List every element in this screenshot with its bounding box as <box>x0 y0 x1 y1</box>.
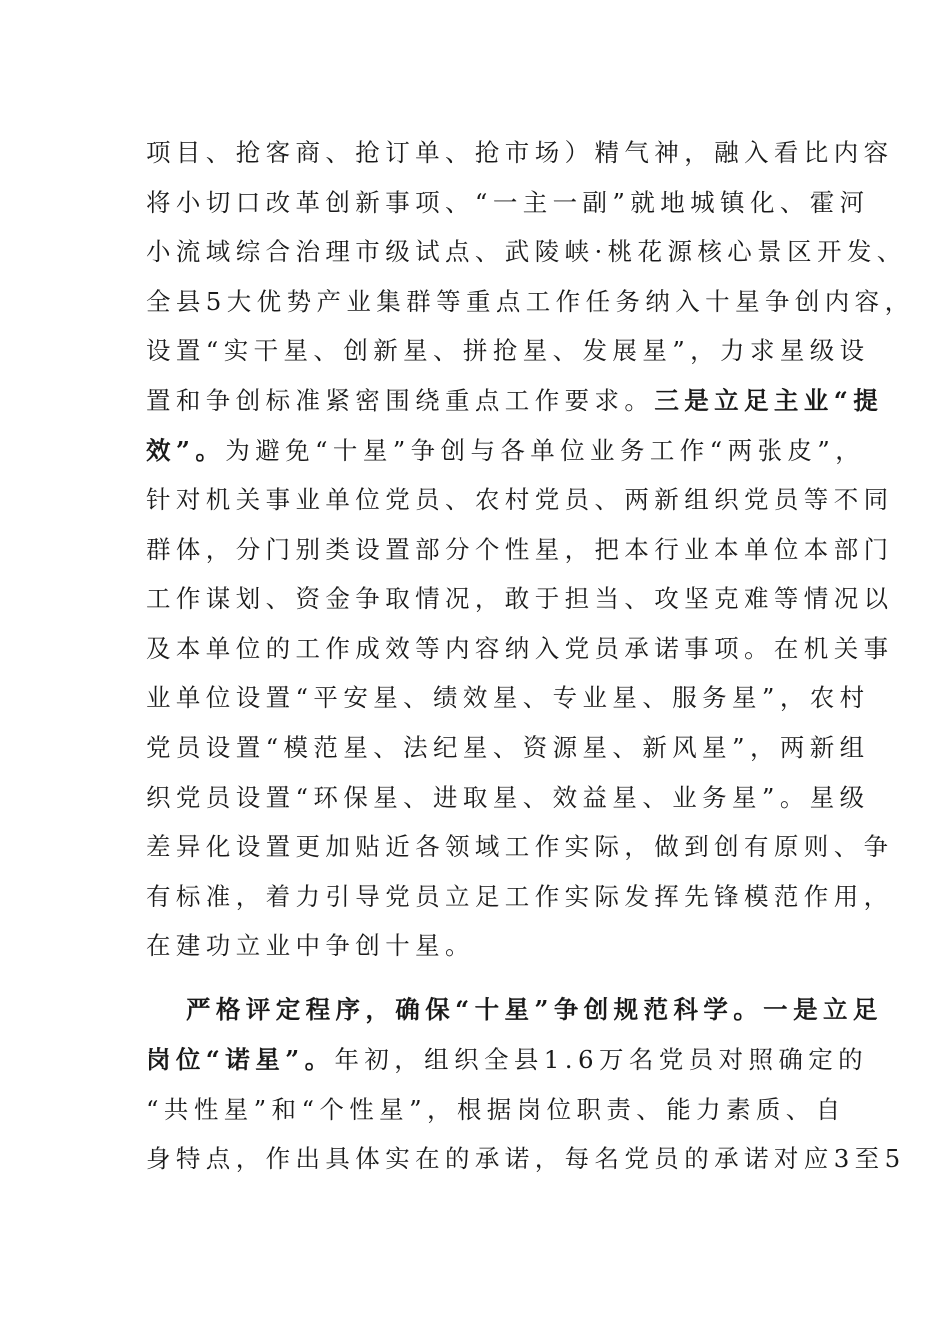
text-line <box>146 1040 869 1080</box>
text-line: 针对机关事业单位党员、农村党员、两新组织党员等不同 <box>146 485 894 514</box>
text-line <box>146 381 884 421</box>
section-heading: 严格评定程序，确保“十星”争创规范科学。一是立足 <box>186 995 883 1024</box>
bold-heading: 三是立足主业“提 <box>654 386 884 415</box>
text-line: 全县5大优势产业集群等重点工作任务纳入十星争创内容， <box>146 287 915 316</box>
text-line: “共性星”和“个性星”，根据岗位职责、能力素质、自 <box>146 1095 846 1124</box>
text-line: 业单位设置“平安星、绩效星、专业星、服务星”，农村 <box>146 683 870 712</box>
text-line <box>146 431 866 471</box>
bold-heading: 岗位“诺星”。 <box>146 1045 335 1074</box>
text-line: 织党员设置“环保星、进取星、效益星、业务星”。星级 <box>146 783 870 812</box>
text-line: 将小切口改革创新事项、“一主一副”就地城镇化、霍河 <box>146 188 870 217</box>
text-line: 及本单位的工作成效等内容纳入党员承诺事项。在机关事 <box>146 634 894 663</box>
bold-heading: 效”。 <box>146 436 226 465</box>
text-line: 党员设置“模范星、法纪星、资源星、新风星”，两新组 <box>146 733 870 762</box>
text-line: 小流域综合治理市级试点、武陵峡·桃花源核心景区开发、 <box>146 237 907 266</box>
text-run: 年初，组织全县1.6万名党员对照确定的 <box>334 1045 869 1074</box>
text-line: 身特点，作出具体实在的承诺，每名党员的承诺对应3至5 <box>146 1144 906 1173</box>
text-line: 有标准，着力引导党员立足工作实际发挥先锋模范作用， <box>146 882 894 911</box>
text-line: 工作谋划、资金争取情况，敢于担当、攻坚克难等情况以 <box>146 584 894 613</box>
text-line: 项目、抢客商、抢订单、抢市场）精气神，融入看比内容 <box>146 138 894 167</box>
text-run: 置和争创标准紧密围绕重点工作要求。 <box>146 386 655 415</box>
text-line: 群体，分门别类设置部分个性星，把本行业本单位本部门 <box>146 535 894 564</box>
text-line: 在建功立业中争创十星。 <box>146 931 475 960</box>
text-run: 为避免“十星”争创与各单位业务工作“两张皮”， <box>225 436 866 465</box>
text-line: 设置“实干星、创新星、拼抢星、发展星”，力求星级设 <box>146 336 870 365</box>
text-line: 差异化设置更加贴近各领域工作实际，做到创有原则、争 <box>146 832 894 861</box>
